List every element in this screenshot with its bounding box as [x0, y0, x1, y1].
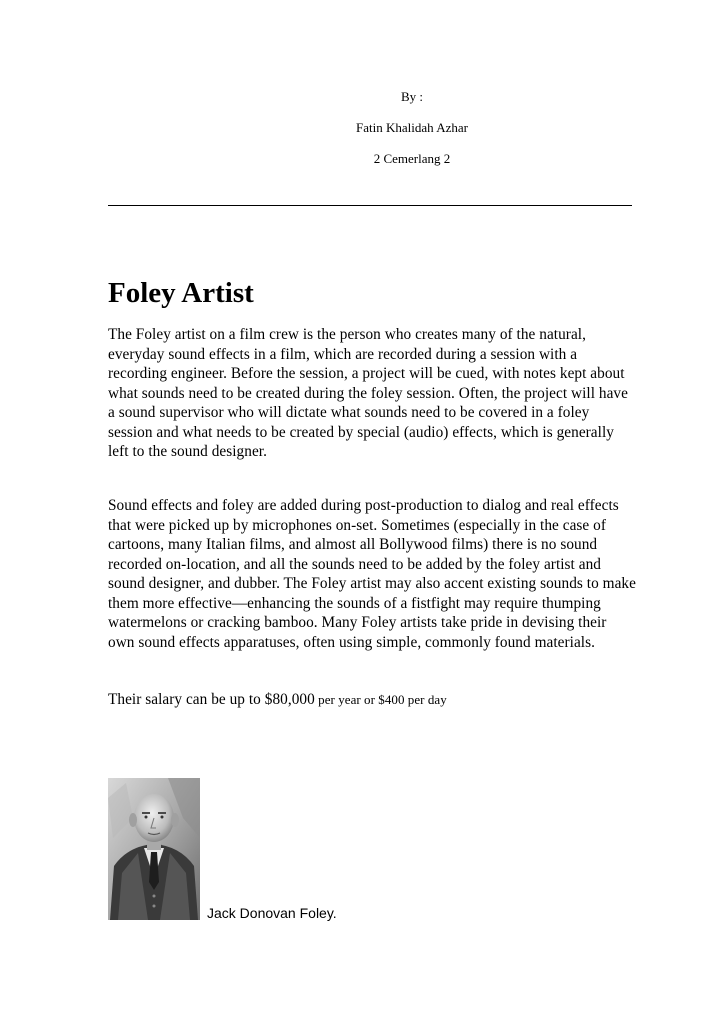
author-class: 2 Cemerlang 2 [373, 151, 451, 166]
salary-amount: $80,000 [264, 691, 315, 708]
photo-caption: Jack Donovan Foley. [207, 905, 337, 921]
paragraph-2: Sound effects and foley are added during post-production to dialog and real effects that were picked up by microphones on-set. Sometimes (especially in the case of cartoons, many Italian films, and almost all Bollywood films) there is no sound recorded on-location, and all the sounds need to be added by the foley artist and sound designer, and dubber. The Foley artist may also accent existing sounds to make them more effective—enhancing the sounds of a fistfight may require thumping watermelons or cracking bamboo. Many Foley artists take pride in devising their own sound effects apparatuses, often using simple, commonly found materials. [108, 497, 636, 651]
portrait-photo [108, 778, 200, 920]
horizontal-rule [108, 205, 632, 206]
salary-suffix: per year or $400 per day [314, 692, 447, 707]
salary-prefix: Their salary can be up to [108, 691, 265, 708]
author-name: Fatin Khalidah Azhar [356, 120, 468, 135]
byline-label: By : [400, 89, 424, 104]
page-title: Foley Artist [108, 277, 254, 309]
paragraph-1: The Foley artist on a film crew is the person who creates many of the natural, everyday sound effects in a film, which are recorded during a session with a recording engineer. Before the session, a project will be cued, with notes kept about what sounds need to be created during the foley session. Often, the project will have a sound supervisor who will dictate what sounds need to be covered in a foley session and what needs to be created by special (audio) effects, which is generally left to the sound designer. [108, 326, 628, 460]
salary-paragraph [108, 690, 636, 710]
